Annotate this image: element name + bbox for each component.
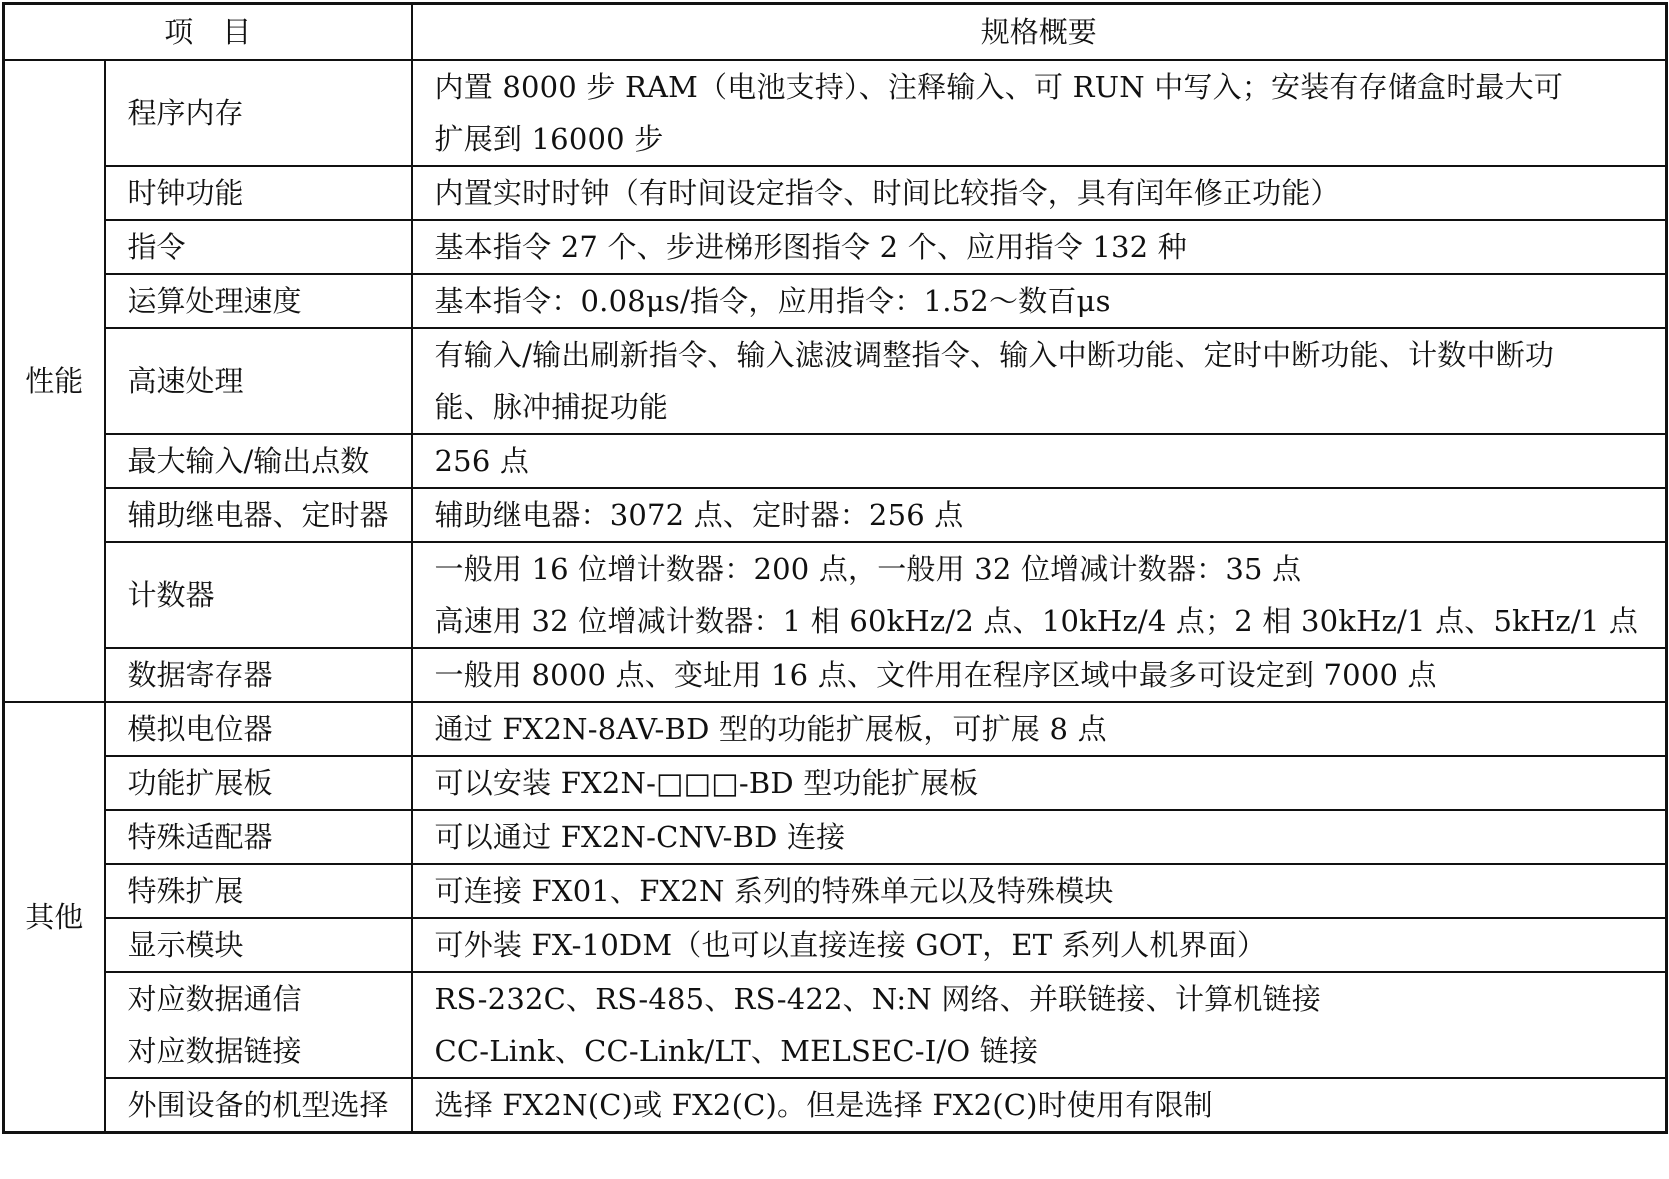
item-cell xyxy=(105,702,412,756)
item-text: 对应数据链接 xyxy=(127,1034,302,1068)
desc-text: 选择 FX2N(C)或 FX2(C)。但是选择 FX2(C)时使用有限制 xyxy=(434,1088,1213,1122)
desc-cell xyxy=(412,60,1667,166)
item-text: 外围设备的机型选择 xyxy=(127,1088,389,1122)
item-text: 运算处理速度 xyxy=(127,284,302,318)
item-text: 计数器 xyxy=(127,578,215,612)
desc-text: 基本指令 27 个、步进梯形图指令 2 个、应用指令 132 种 xyxy=(434,230,1187,264)
desc-text: 高速用 32 位增减计数器：1 相 60kHz/2 点、10kHz/4 点；2 相 30kHz/1 点、5kHz/1 点 xyxy=(434,604,1639,638)
table-row xyxy=(4,274,1667,328)
table-row xyxy=(4,972,1667,1078)
desc-text: 扩展到 16000 步 xyxy=(434,122,664,156)
desc-text: 可外装 FX-10DM（也可以直接连接 GOT，ET 系列人机界面） xyxy=(434,928,1267,962)
table-row xyxy=(4,702,1667,756)
spec-table xyxy=(2,2,1668,1134)
table-row xyxy=(4,488,1667,542)
desc-cell xyxy=(412,220,1667,274)
group-label: 其他 xyxy=(4,702,105,1133)
item-text: 程序内存 xyxy=(127,96,244,130)
desc-cell xyxy=(412,756,1667,810)
desc-cell xyxy=(412,274,1667,328)
item-text: 指令 xyxy=(127,230,186,264)
desc-cell xyxy=(412,918,1667,972)
item-cell xyxy=(105,756,412,810)
desc-cell xyxy=(412,648,1667,702)
item-text: 特殊扩展 xyxy=(127,874,244,908)
desc-cell xyxy=(412,810,1667,864)
desc-text: 内置 8000 步 RAM（电池支持）、注释输入、可 RUN 中写入；安装有存储盒时最大可 xyxy=(434,70,1564,104)
desc-cell xyxy=(412,166,1667,220)
item-cell xyxy=(105,488,412,542)
desc-text: 可以安装 FX2N-□□□-BD 型功能扩展板 xyxy=(434,766,979,800)
desc-cell xyxy=(412,972,1667,1078)
desc-text: CC-Link、CC-Link/LT、MELSEC-I/O 链接 xyxy=(434,1034,1039,1068)
desc-text: 可连接 FX01、FX2N 系列的特殊单元以及特殊模块 xyxy=(434,874,1114,908)
table-row xyxy=(4,648,1667,702)
item-text: 辅助继电器、定时器 xyxy=(127,498,389,532)
table-row xyxy=(4,60,1667,166)
item-cell xyxy=(105,918,412,972)
desc-cell xyxy=(412,1078,1667,1133)
item-cell xyxy=(105,648,412,702)
spec-body xyxy=(4,60,1667,1133)
item-text: 显示模块 xyxy=(127,928,244,962)
item-cell xyxy=(105,864,412,918)
table-row xyxy=(4,1078,1667,1133)
item-text: 时钟功能 xyxy=(127,176,244,210)
item-text: 高速处理 xyxy=(127,364,244,398)
item-cell xyxy=(105,166,412,220)
table-row xyxy=(4,166,1667,220)
header-item: 项 目 xyxy=(4,4,412,61)
desc-cell xyxy=(412,328,1667,434)
item-cell xyxy=(105,274,412,328)
desc-text: 内置实时时钟（有时间设定指令、时间比较指令，具有闰年修正功能） xyxy=(434,176,1340,210)
desc-text: 可以通过 FX2N-CNV-BD 连接 xyxy=(434,820,846,854)
desc-text: RS-232C、RS-485、RS-422、N:N 网络、并联链接、计算机链接 xyxy=(434,982,1321,1016)
table-row xyxy=(4,810,1667,864)
table-row xyxy=(4,220,1667,274)
item-text: 功能扩展板 xyxy=(127,766,273,800)
item-text: 数据寄存器 xyxy=(127,658,273,692)
desc-cell xyxy=(412,702,1667,756)
desc-cell xyxy=(412,434,1667,488)
item-cell xyxy=(105,810,412,864)
item-cell xyxy=(105,434,412,488)
header-row xyxy=(4,4,1667,61)
item-cell xyxy=(105,1078,412,1133)
desc-text: 一般用 8000 点、变址用 16 点、文件用在程序区域中最多可设定到 7000 点 xyxy=(434,658,1437,692)
item-text: 对应数据通信 xyxy=(127,982,302,1016)
desc-cell xyxy=(412,542,1667,648)
table-row xyxy=(4,328,1667,434)
table-row xyxy=(4,542,1667,648)
desc-cell xyxy=(412,488,1667,542)
desc-text: 一般用 16 位增计数器：200 点，一般用 32 位增减计数器：35 点 xyxy=(434,552,1302,586)
table-row xyxy=(4,434,1667,488)
item-text: 最大输入/输出点数 xyxy=(127,444,370,478)
item-cell xyxy=(105,60,412,166)
table-row xyxy=(4,756,1667,810)
header-spec: 规格概要 xyxy=(412,4,1667,61)
desc-text: 辅助继电器：3072 点、定时器：256 点 xyxy=(434,498,964,532)
item-cell xyxy=(105,542,412,648)
desc-text: 基本指令：0.08μs/指令，应用指令：1.52～数百μs xyxy=(434,284,1111,318)
desc-text: 通过 FX2N-8AV-BD 型的功能扩展板，可扩展 8 点 xyxy=(434,712,1107,746)
group-label: 性能 xyxy=(4,60,105,702)
table-row xyxy=(4,864,1667,918)
item-cell xyxy=(105,220,412,274)
desc-text: 有输入/输出刷新指令、输入滤波调整指令、输入中断功能、定时中断功能、计数中断功 xyxy=(434,338,1555,372)
item-text: 模拟电位器 xyxy=(127,712,273,746)
desc-text: 256 点 xyxy=(434,444,530,478)
item-cell xyxy=(105,328,412,434)
desc-cell xyxy=(412,864,1667,918)
desc-text: 能、脉冲捕捉功能 xyxy=(434,390,669,424)
table-row xyxy=(4,918,1667,972)
item-cell xyxy=(105,972,412,1078)
item-text: 特殊适配器 xyxy=(127,820,273,854)
